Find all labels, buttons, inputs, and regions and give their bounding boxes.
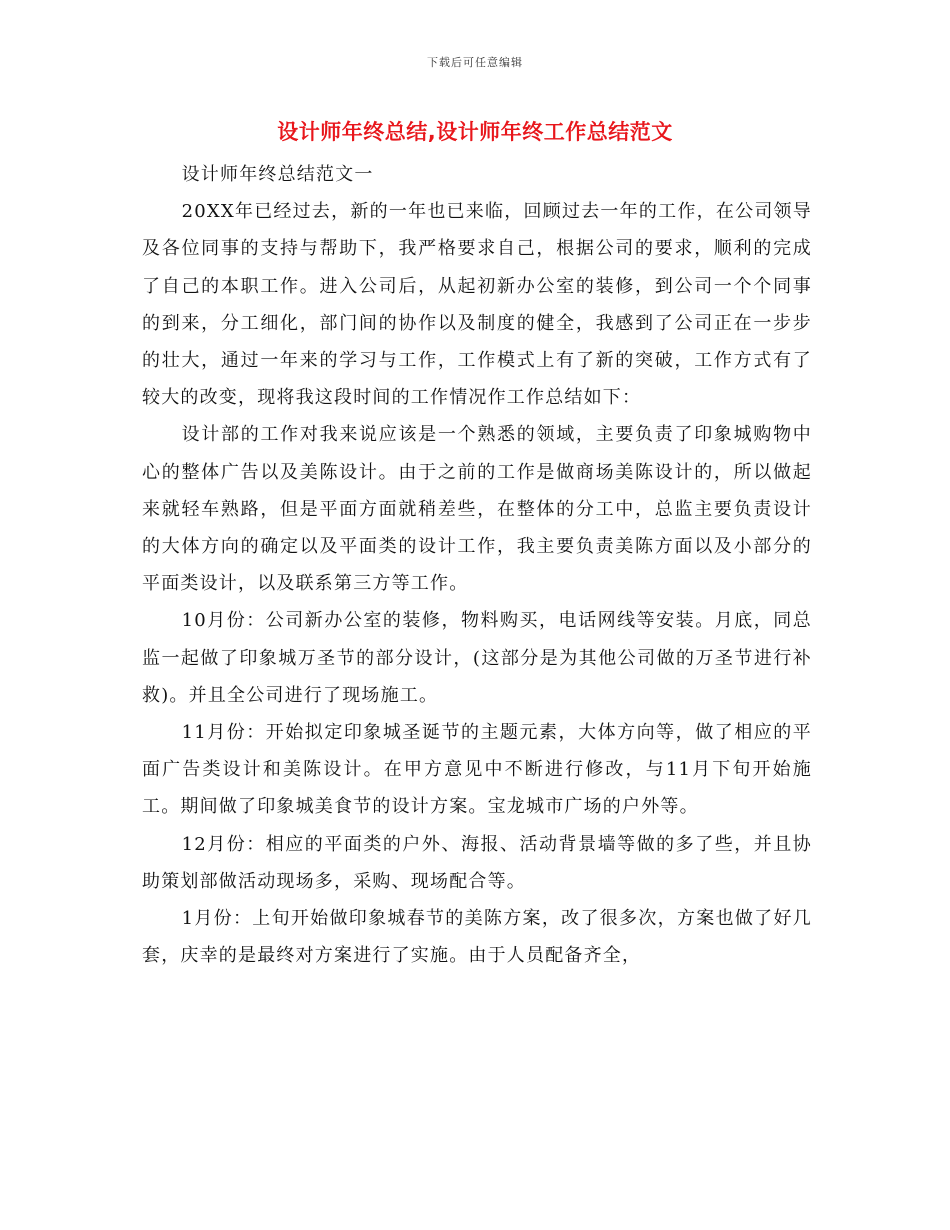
paragraph-november: 11月份：开始拟定印象城圣诞节的主题元素，大体方向等，做了相应的平面广告类设计和美陈设计。在甲方意见中不断进行修改，与11月下旬开始施工。期间做了印象城美食节的设计方案。宝龙城市广场的户外等。	[142, 722, 812, 818]
paragraph-january: 1月份：上旬开始做印象城春节的美陈方案，改了很多次，方案也做了好几套，庆幸的是最终对方案进行了实施。由于人员配备齐全，	[142, 908, 812, 967]
document-title: 设计师年终总结,设计师年终工作总结范文	[277, 120, 673, 144]
document-body	[142, 156, 812, 974]
paragraph-intro: 20XX年已经过去，新的一年也已来临，回顾过去一年的工作，在公司领导及各位同事的支持与帮助下，我严格要求自己，根据公司的要求，顺利的完成了自己的本职工作。进入公司后，从起初新办公室的装修，到公司一个个同事的到来，分工细化，部门间的协作以及制度的健全，我感到了公司正在一步步的壮大，通过一年来的学习与工作，工作模式上有了新的突破，工作方式有了较大的改变，现将我这段时间的工作情况作工作总结如下：	[142, 201, 812, 409]
paragraph-subheading: 设计师年终总结范文一	[181, 164, 374, 185]
page-header-note: 下载后可任意编辑	[427, 56, 523, 69]
paragraph-december: 12月份：相应的平面类的户外、海报、活动背景墙等做的多了些，并且协助策划部做活动现场多，采购、现场配合等。	[142, 833, 812, 892]
paragraph-october: 10月份：公司新办公室的装修，物料购买，电话网线等安装。月底，同总监一起做了印象城万圣节的部分设计，(这部分是为其他公司做的万圣节进行补救)。并且全公司进行了现场施工。	[142, 610, 812, 706]
paragraph-duties: 设计部的工作对我来说应该是一个熟悉的领域，主要负责了印象城购物中心的整体广告以及美陈设计。由于之前的工作是做商场美陈设计的，所以做起来就轻车熟路，但是平面方面就稍差些，在整体的分工中，总监主要负责设计的大体方向的确定以及平面类的设计工作，我主要负责美陈方面以及小部分的平面类设计，以及联系第三方等工作。	[142, 424, 812, 595]
